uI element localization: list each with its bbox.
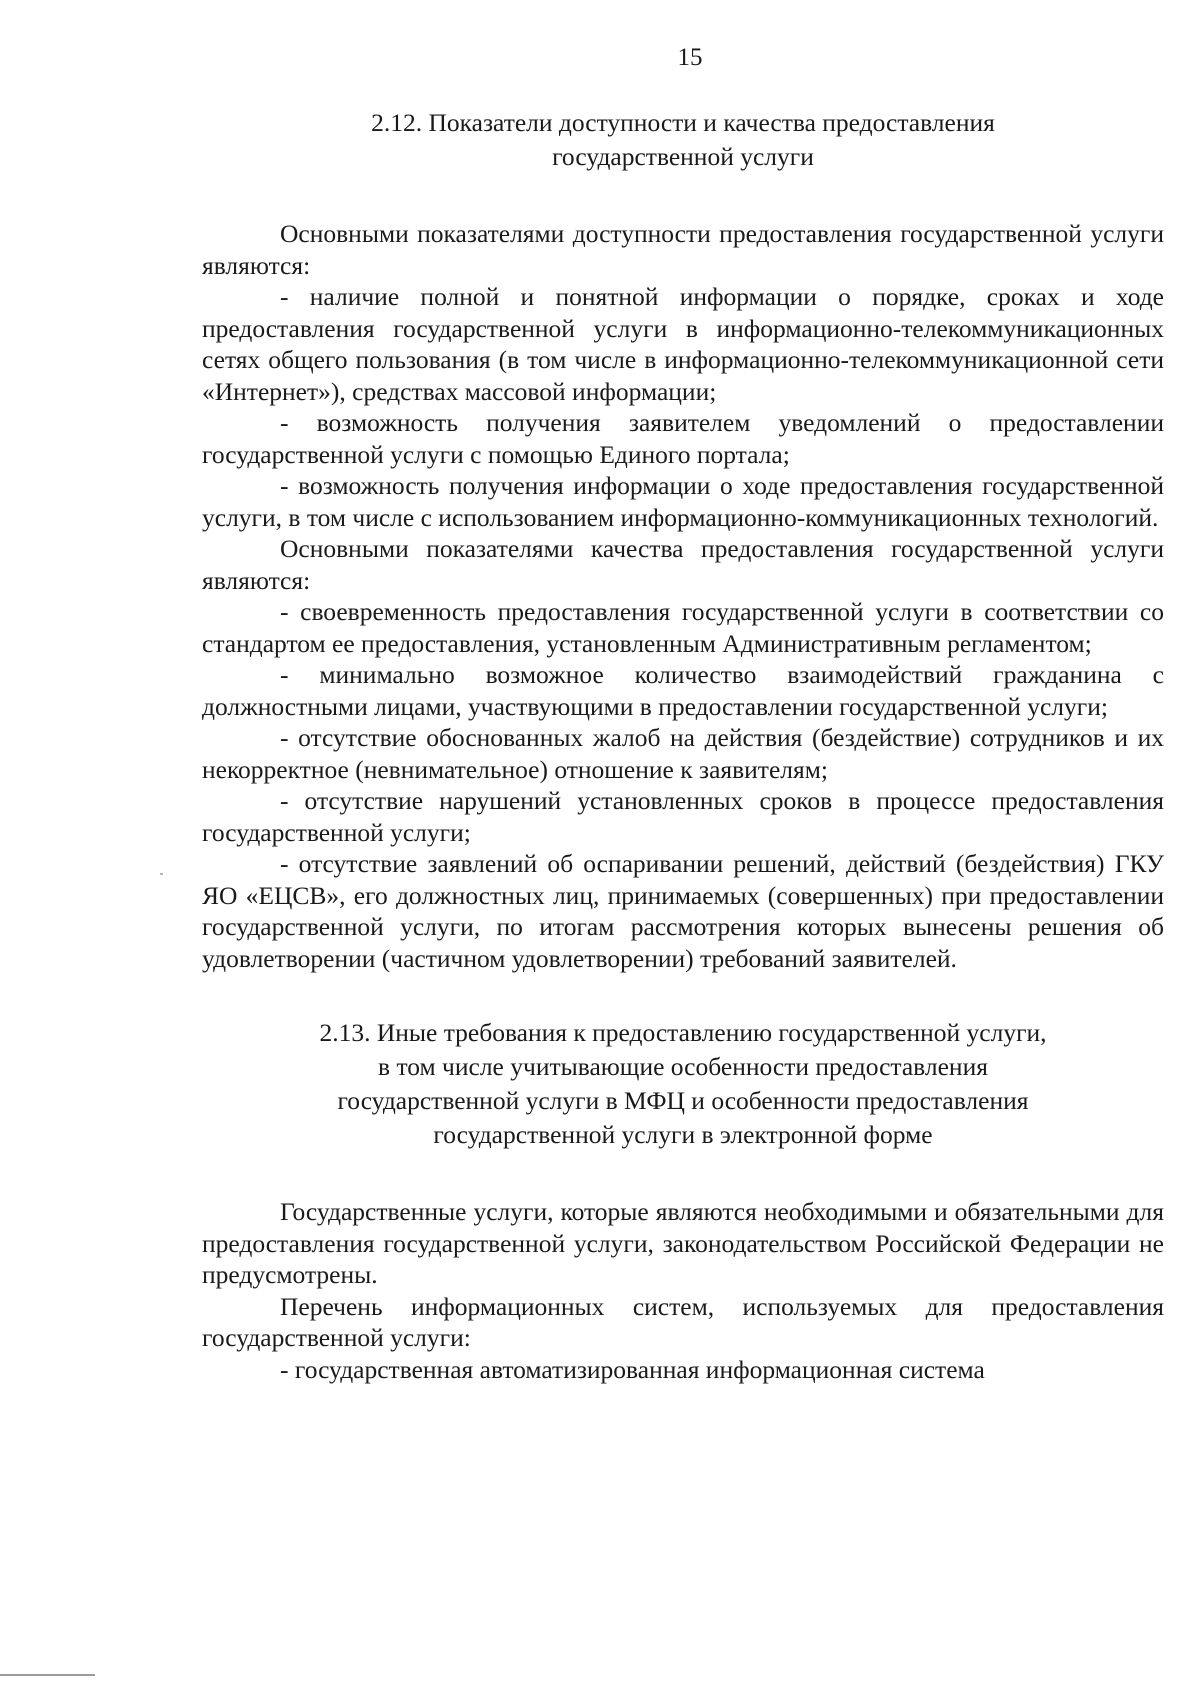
list-item: - своевременность предоставления государственной услуги в соответствии со стандартом ее предоставления, установленным Административным регламентом;: [202, 597, 1164, 658]
section-2-12-heading: [202, 106, 1164, 174]
scan-artifact: [160, 873, 163, 875]
section-2-13-heading: [202, 1016, 1164, 1152]
heading-line: государственной услуги: [552, 142, 814, 171]
list-item: - отсутствие нарушений установленных сроков в процессе предоставления государственной услуги;: [202, 786, 1164, 847]
page-number: 15: [677, 44, 703, 71]
paragraph: Основными показателями доступности предоставления государственной услуги являются:: [202, 219, 1164, 280]
list-item: - возможность получения заявителем уведомлений о предоставлении государственной услуги с помощью Единого портала;: [202, 408, 1164, 469]
list-item: - отсутствие обоснованных жалоб на действия (бездействие) сотрудников и их некорректное (невнимательное) отношение к заявителям;: [202, 723, 1164, 784]
paragraph: Государственные услуги, которые являются необходимыми и обязательными для предоставления государственной услуги, законодательством Российской Федерации не предусмотрены.: [202, 1197, 1164, 1289]
list-item: - минимально возможное количество взаимодействий гражданина с должностными лицами, участвующими в предоставлении государственной услуги;: [202, 660, 1164, 721]
list-item: - отсутствие заявлений об оспаривании решений, действий (бездействия) ГКУ ЯО «ЕЦСВ», его должностных лиц, принимаемых (совершенных) при предоставлении государственной услуги, по итогам рассмотрения которых вынесены решения об удовлетворении (частичном удовлетворении) требований заявителей.: [202, 849, 1164, 973]
heading-line: государственной услуги в МФЦ и особенности предоставления: [337, 1086, 1029, 1115]
list-item: - наличие полной и понятной информации о порядке, сроках и ходе предоставления государственной услуги в информационно-телекоммуникационных сетях общего пользования (в том числе в информационно-телекоммуникационной сети «Интернет»), средствах массовой информации;: [202, 282, 1164, 406]
paragraph: Перечень информационных систем, используемых для предоставления государственной услуги:: [202, 1291, 1164, 1352]
list-item: - возможность получения информации о ходе предоставления государственной услуги, в том числе с использованием информационно-коммуникационных технологий.: [202, 471, 1164, 532]
heading-line: государственной услуги в электронной форме: [433, 1120, 933, 1149]
scan-edge-mark: [0, 1674, 95, 1676]
heading-line: 2.12. Показатели доступности и качества предоставления: [371, 108, 995, 137]
heading-line: 2.13. Иные требования к предоставлению государственной услуги,: [319, 1018, 1047, 1047]
document-body: [202, 106, 1164, 1385]
heading-line: в том числе учитывающие особенности предоставления: [378, 1052, 988, 1081]
paragraph: Основными показателями качества предоставления государственной услуги являются:: [202, 534, 1164, 595]
list-item: - государственная автоматизированная информационная система: [280, 1354, 985, 1384]
